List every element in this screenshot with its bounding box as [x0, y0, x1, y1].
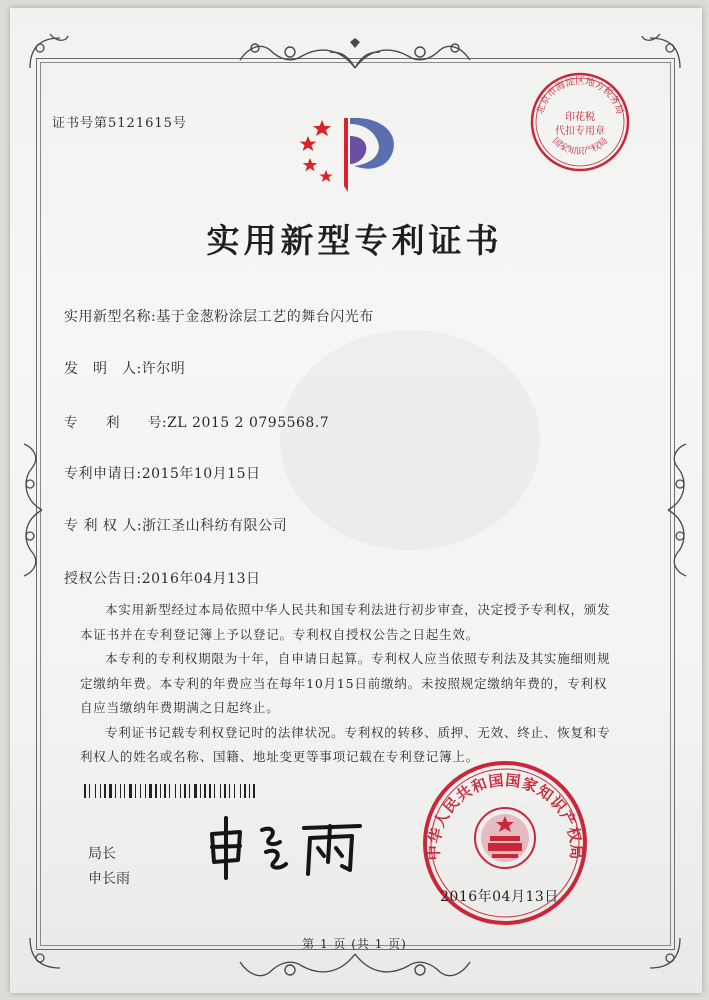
barcode-bar — [129, 784, 132, 798]
barcode-bar — [115, 784, 116, 798]
barcode-bar — [113, 784, 114, 798]
tax-seal-center-2: 代扣专用章 — [555, 126, 605, 137]
barcode-bar — [147, 784, 148, 798]
barcode-bar — [158, 784, 159, 798]
certificate-number: 证书号第5121615号 — [52, 116, 187, 131]
barcode-bar — [204, 784, 206, 798]
barcode-bar — [194, 784, 197, 798]
director-title: 局长 — [88, 846, 116, 862]
barcode-bar — [109, 784, 112, 798]
barcode-bar — [198, 784, 199, 798]
barcode-bar — [91, 784, 94, 798]
barcode-bar — [102, 784, 103, 798]
barcode-bar — [120, 784, 121, 798]
application-date-value: 2015年10月15日 — [141, 466, 261, 482]
barcode-bar — [180, 784, 181, 798]
barcode-bar — [189, 784, 190, 798]
national-emblem-icon — [475, 808, 535, 868]
seal-ring-text: 中华人民共和国国家知识产权局 — [424, 771, 586, 861]
barcode-bar — [236, 784, 239, 798]
right-ornament — [662, 440, 696, 580]
barcode-bar — [182, 784, 183, 798]
announcement-date-value: 2016年04月13日 — [141, 571, 261, 587]
barcode-bar — [135, 784, 136, 798]
barcode-bar — [117, 784, 119, 798]
barcode-bar — [97, 784, 99, 798]
page-number: 第 1 页 (共 1 页) — [302, 937, 407, 951]
barcode-bar — [137, 784, 139, 798]
barcode-bar — [209, 784, 211, 798]
barcode-bar — [100, 784, 101, 798]
barcode-bar — [140, 784, 141, 798]
barcode-bar — [227, 784, 228, 798]
patentee-label: 专 利 权 人: — [64, 518, 143, 534]
barcode-bar — [184, 784, 186, 798]
body-paragraph-2: 本专利的专利权期限为十年，自申请日起算。专利权人应当依照专利法及其实施细则规定缴纳年费。本专利的年费应当在每年10月15日前缴纳。未按照规定缴纳年费的，专利权自应当缴纳年费期满之日起终止。 — [80, 651, 611, 715]
barcode-bar — [95, 784, 96, 798]
barcode-bar — [149, 784, 152, 798]
barcode-bar — [167, 784, 168, 798]
patent-number-value: ZL 2015 2 0795568.7 — [167, 415, 330, 431]
barcode-bar — [251, 784, 252, 798]
barcode-bar — [133, 784, 134, 798]
patent-number-row — [64, 411, 329, 431]
tax-seal-ring-text: 北京市海淀区地方税务局 — [534, 76, 626, 116]
barcode-bar — [122, 784, 123, 798]
barcode-bar — [84, 784, 86, 798]
body-text — [80, 598, 615, 770]
barcode-bar — [240, 784, 241, 798]
barcode-bar — [155, 784, 157, 798]
application-date-row — [64, 463, 260, 483]
bottom-ornament — [230, 948, 480, 984]
announcement-date-label: 授权公告日: — [64, 571, 142, 587]
barcode-bar — [107, 784, 108, 798]
barcode-bar — [222, 784, 223, 798]
barcode-bar — [242, 784, 243, 798]
certificate-title: 实用新型专利证书 — [206, 221, 503, 260]
barcode-bar — [145, 784, 146, 798]
barcode-bar — [153, 784, 154, 798]
barcode-bar — [212, 784, 213, 798]
barcode-bar — [162, 784, 163, 798]
barcode-bar — [253, 784, 255, 798]
inventor-row — [64, 358, 185, 378]
announcement-date-row — [64, 568, 260, 588]
application-date-label: 专利申请日: — [64, 466, 142, 482]
patentee-value: 浙江圣山科纺有限公司 — [142, 518, 288, 534]
director-handwritten-signature — [200, 812, 370, 882]
tax-seal-center-1: 印花税 — [565, 112, 595, 123]
barcode-bar — [216, 784, 219, 798]
barcode-bar — [220, 784, 221, 798]
barcode-bar — [175, 784, 176, 798]
barcode-bar — [256, 784, 257, 798]
barcode-bar — [142, 784, 144, 798]
barcode-bar — [87, 784, 88, 798]
left-ornament — [14, 440, 48, 580]
barcode-bar — [244, 784, 246, 798]
seal-date: 2016年04月13日 — [440, 889, 559, 905]
barcode-bar — [126, 784, 128, 798]
tax-stamp-seal — [528, 70, 632, 174]
director-name: 申长雨 — [88, 871, 130, 887]
barcode-bar — [224, 784, 226, 798]
barcode-bar — [207, 784, 208, 798]
barcode-bar — [229, 784, 230, 798]
barcode-bar — [169, 784, 170, 798]
utility-model-name-label: 实用新型名称: — [64, 309, 157, 325]
svg-text:北京市海淀区地方税务局 — [534, 75, 625, 115]
barcode-bar — [214, 784, 215, 798]
top-ornament — [230, 38, 480, 74]
barcode-bar — [104, 784, 106, 798]
inventor-label: 发 明 人: — [64, 361, 142, 377]
patent-number-label: 专 利 号: — [64, 415, 168, 431]
background-watermark — [280, 330, 540, 550]
barcode-bar — [231, 784, 233, 798]
corner-ornament-top-left — [20, 28, 70, 78]
patentee-row — [64, 515, 287, 535]
tax-seal-bottom-text: 国家知识产权局 — [549, 136, 611, 158]
utility-model-name-value: 基于金葱粉涂层工艺的舞台闪光布 — [156, 309, 374, 325]
barcode-bar — [187, 784, 188, 798]
inventor-value: 许尔明 — [141, 361, 186, 377]
barcode-bar — [200, 784, 201, 798]
utility-model-name-row — [64, 306, 374, 326]
barcode-bar — [177, 784, 179, 798]
barcode-bar — [171, 784, 174, 798]
sipo-logo — [292, 106, 412, 196]
corner-ornament-top-right — [640, 28, 690, 78]
barcode-bar — [124, 784, 125, 798]
body-paragraph-1: 本实用新型经过本局依照中华人民共和国专利法进行初步审查，决定授予专利权，颁发本证书并在专利登记簿上予以登记。专利权自授权公告之日起生效。 — [80, 602, 611, 642]
body-paragraph-3: 专利证书记载专利权登记时的法律状况。专利权的转移、质押、无效、终止、恢复和专利权人的姓名或名称、国籍、地址变更等事项记载在专利登记簿上。 — [80, 724, 611, 764]
barcode — [84, 784, 304, 798]
svg-text:国家知识产权局 — [550, 135, 610, 157]
barcode-bar — [191, 784, 193, 798]
barcode-bar — [234, 784, 235, 798]
barcode-bar — [249, 784, 250, 798]
barcode-bar — [247, 784, 248, 798]
barcode-bar — [160, 784, 161, 798]
barcode-bar — [89, 784, 90, 798]
barcode-bar — [164, 784, 166, 798]
barcode-bar — [202, 784, 203, 798]
